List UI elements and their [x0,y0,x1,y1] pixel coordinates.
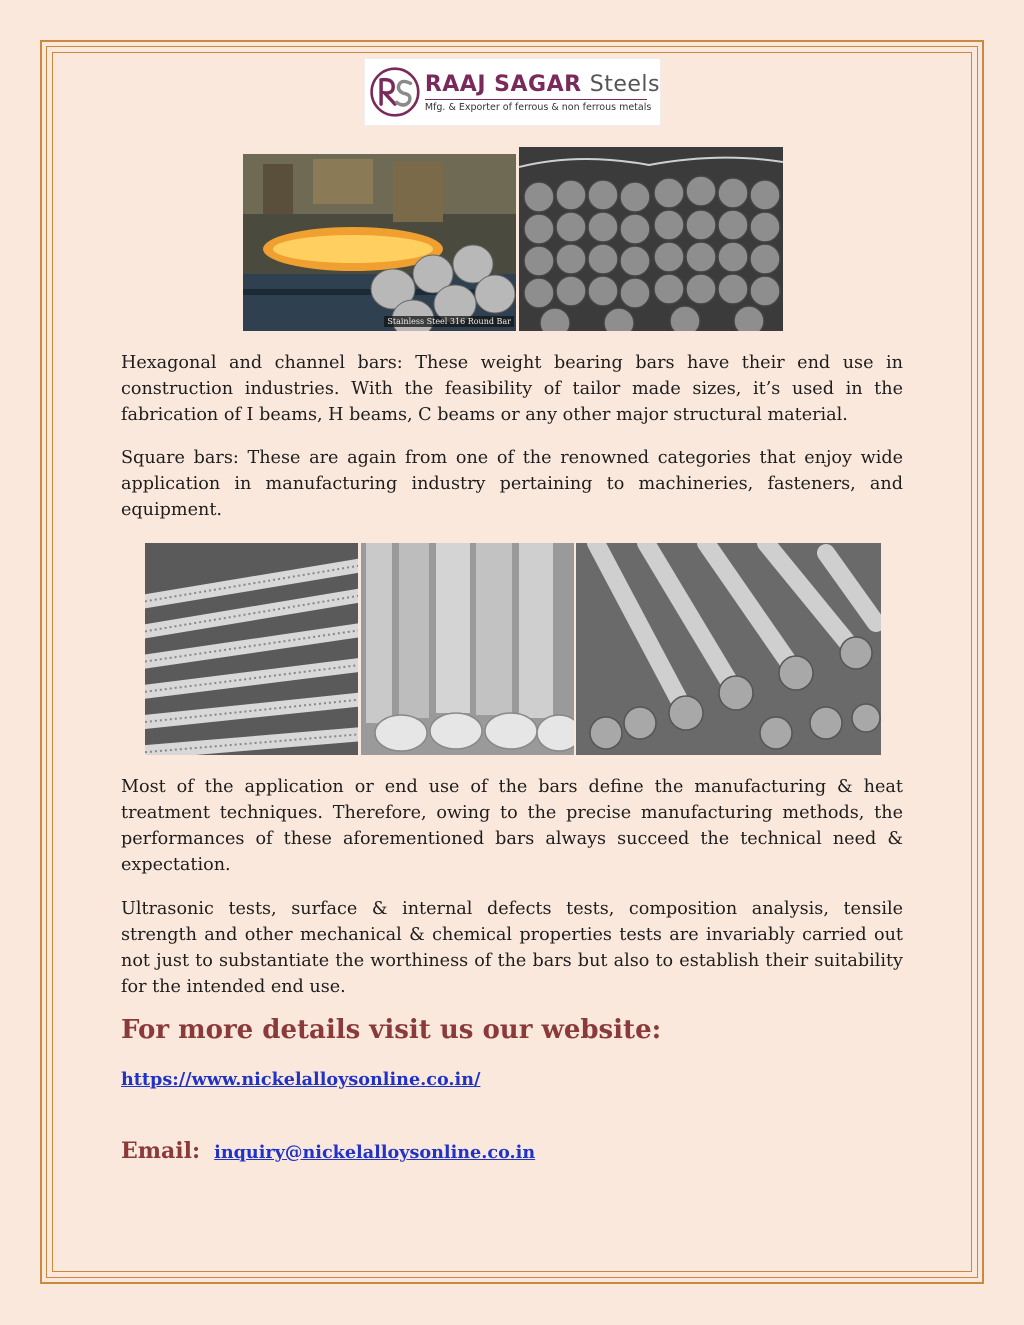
threaded-rods-illustration [145,543,358,755]
logo-title [425,72,660,98]
email-label: Email: [121,1138,201,1164]
contact-heading: For more details visit us our website: [121,1015,662,1045]
rs-monogram-icon [369,62,421,122]
stacked-bars-illustration [576,543,881,755]
logo-brand-main: RAAJ SAGAR [424,71,582,97]
email-link[interactable]: inquiry@nickelalloysonline.co.in [214,1142,536,1163]
company-logo [364,58,661,126]
paragraph-hexagonal-bars: Hexagonal and channel bars: These weight bearing bars have their end use in construction industries. With the feasibility of tailor made sizes, it’s used in the fabrication of I beams, H beams, C beams or any other major structural material. [121,353,903,425]
photo-hot-forging-round-bar [243,154,516,331]
polished-bars-illustration [361,543,574,755]
photo-threaded-rods [145,543,358,755]
round-bar-bundle-illustration [519,147,783,331]
paragraph-application: Most of the application or end use of the bars define the manufacturing & heat treatment techniques. Therefore, owing to the precise manufacturing methods, the performances of these aforementioned bars always succeed the technical need & expectation. [121,777,903,875]
photo-polished-round-bars [361,543,574,755]
photo-caption: Stainless Steel 316 Round Bar [384,316,514,327]
logo-tagline: Mfg. & Exporter of ferrous & non ferrous metals [424,101,652,113]
photo-round-bar-bundle [519,147,783,331]
photo-stacked-round-bars [576,543,881,755]
forging-illustration [243,154,516,331]
email-row [121,1138,535,1164]
paragraph-square-bars: Square bars: These are again from one of the renowned categories that enjoy wide application in manufacturing industry pertaining to machineries, fasteners, and equipment. [121,448,903,520]
website-link[interactable]: https://www.nickelalloysonline.co.in/ [121,1069,481,1090]
paragraph-tests: Ultrasonic tests, surface & internal defects tests, composition analysis, tensile strength and other mechanical & chemical properties tests are invariably carried out not just to substantiate the worthiness of the bars but also to establish their suitability for the intended end use. [121,899,903,997]
logo-divider [425,99,647,100]
logo-brand-secondary: Steels [589,71,660,97]
